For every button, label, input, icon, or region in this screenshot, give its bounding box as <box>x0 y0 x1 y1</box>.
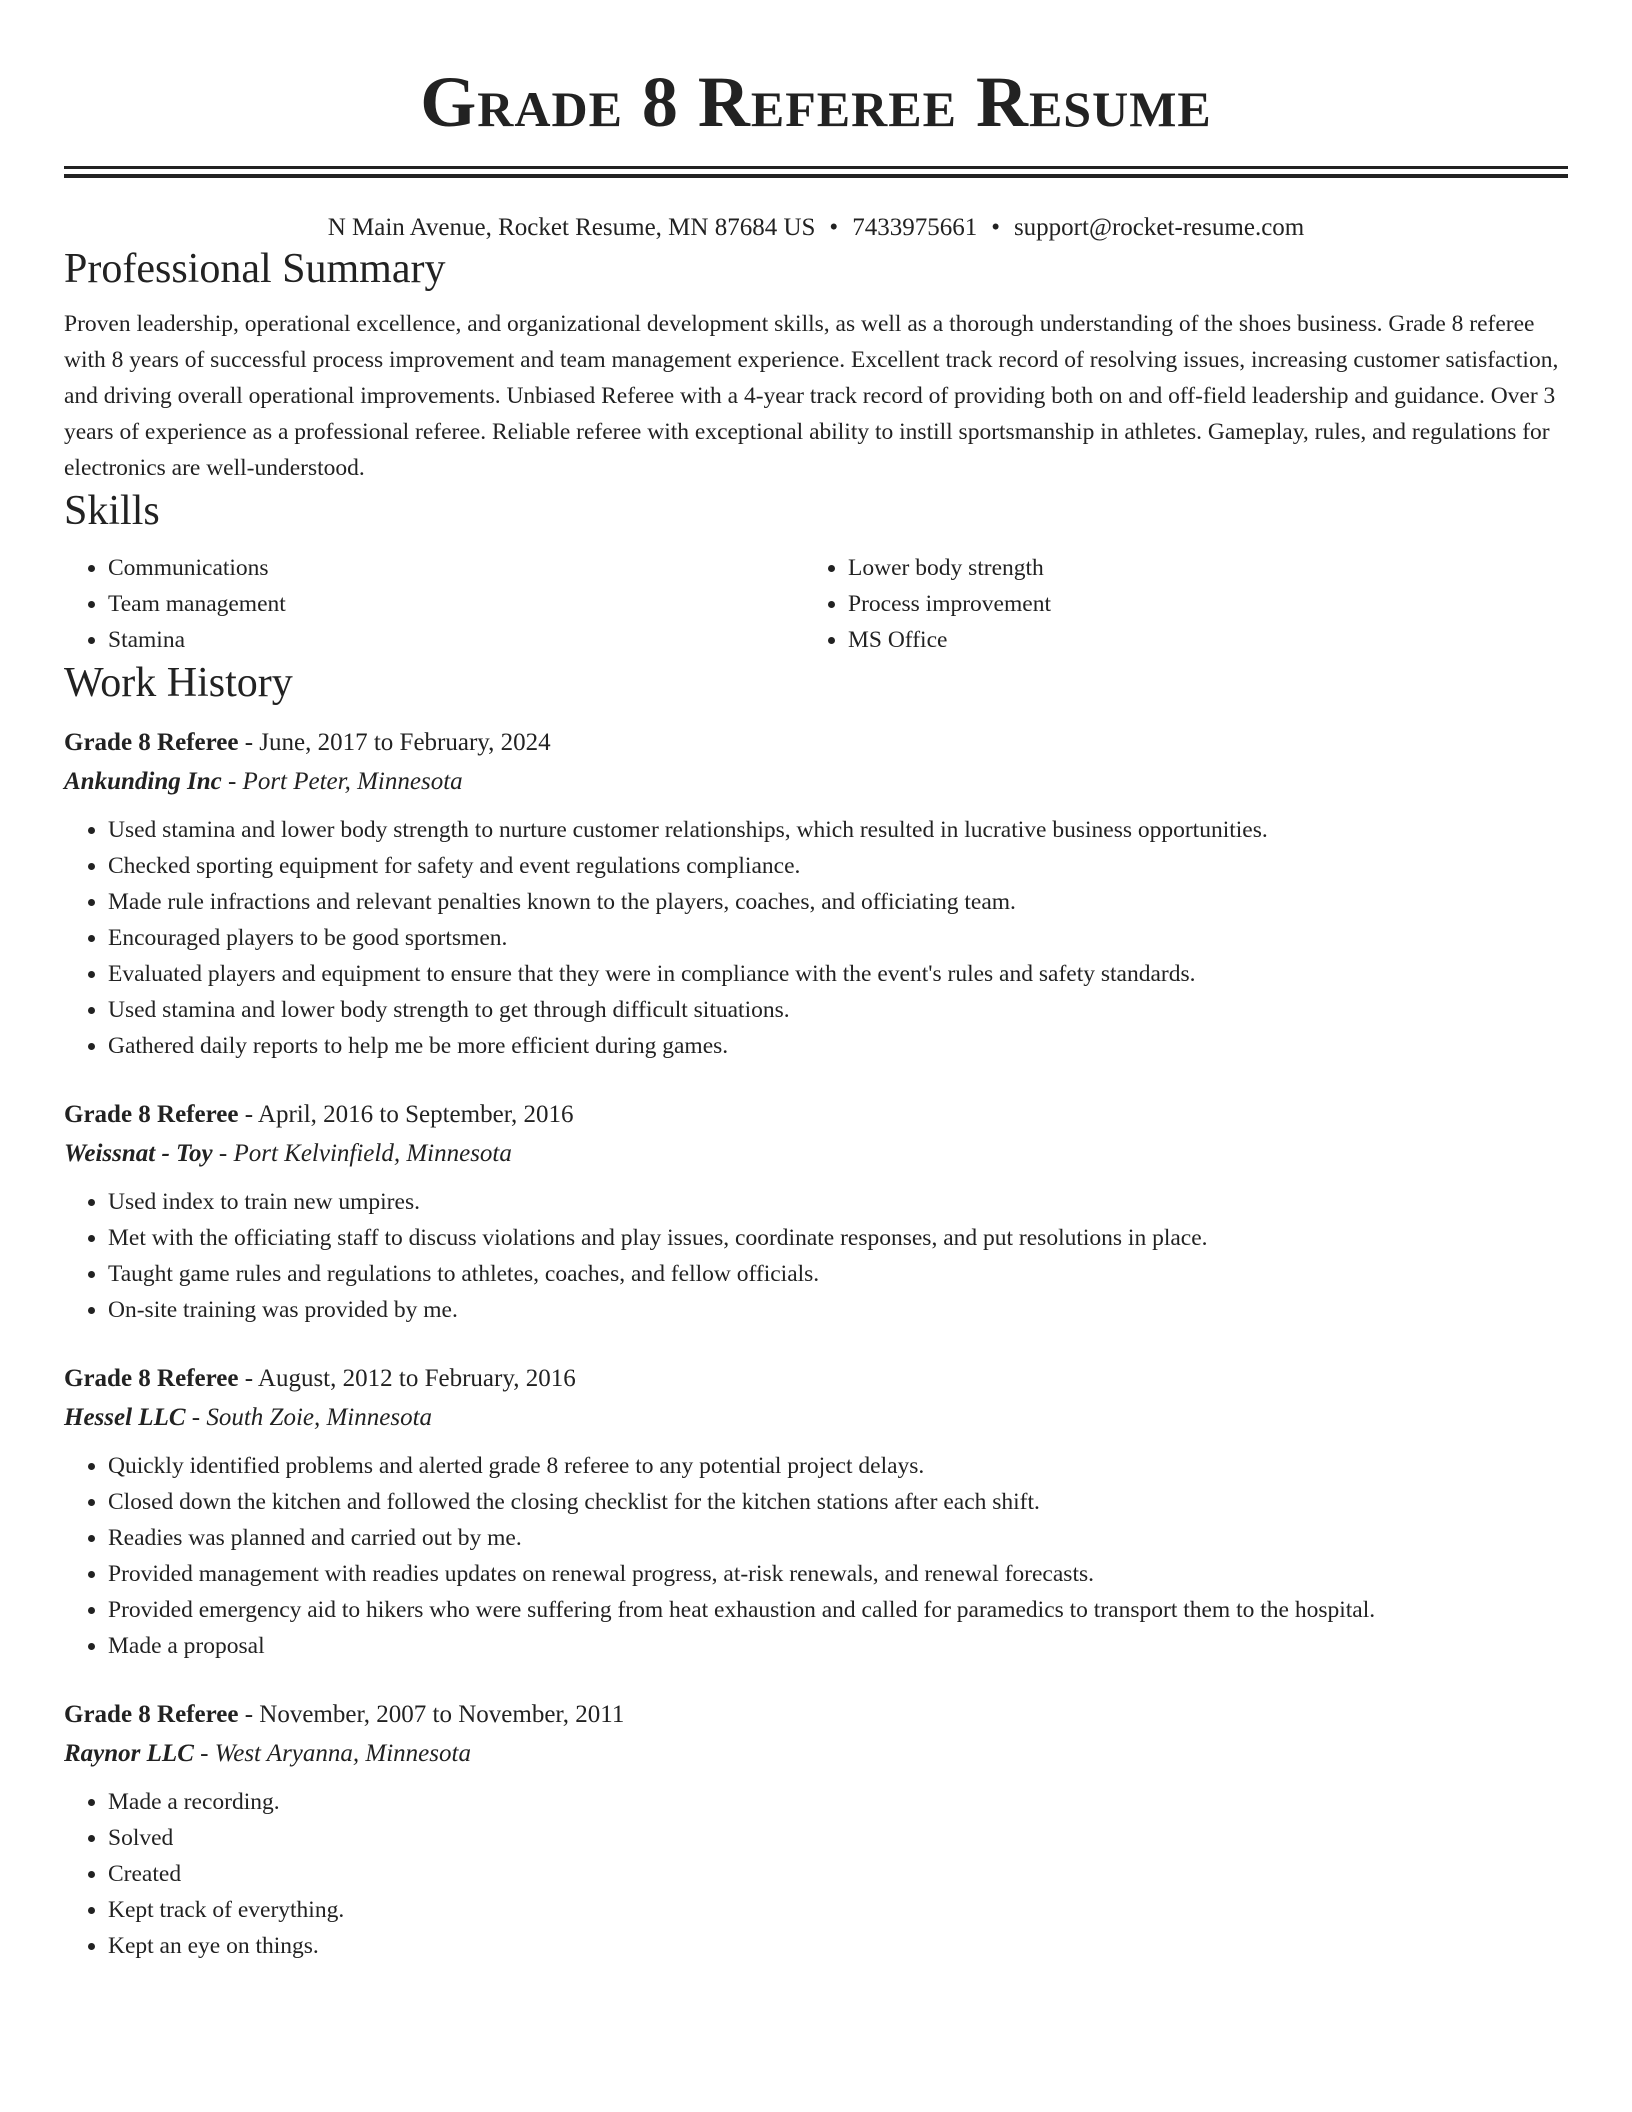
job-company: Ankunding Inc <box>64 768 222 795</box>
job-entry <box>64 1360 1568 1664</box>
contact-line <box>64 212 1568 244</box>
job-location: - Port Kelvinfield, Minnesota <box>212 1140 512 1167</box>
skill-item: • Team management <box>108 586 804 622</box>
job-dates: - April, 2016 to September, 2016 <box>238 1101 574 1128</box>
job-company-line <box>64 1398 1568 1438</box>
job-title-line <box>64 1696 1568 1734</box>
summary-heading: Professional Summary <box>64 246 446 292</box>
job-bullet: • Used stamina and lower body strength to get through difficult situations. <box>108 992 1568 1028</box>
job-bullet: • Kept track of everything. <box>108 1892 1568 1928</box>
job-bullet: • Solved <box>108 1820 1568 1856</box>
job-entry <box>64 1696 1568 1964</box>
job-bullet: • Encouraged players to be good sportsmen. <box>108 920 1568 956</box>
resume-page <box>64 0 1568 1964</box>
job-location: - Port Peter, Minnesota <box>221 768 463 795</box>
title-rule-bottom <box>64 174 1568 178</box>
job-bullets <box>64 1184 1568 1328</box>
job-company-line <box>64 1134 1568 1174</box>
contact-address: N Main Avenue, Rocket Resume, MN 87684 US <box>327 214 816 241</box>
contact-email: support@rocket-resume.com <box>1013 214 1305 241</box>
job-company: Raynor LLC <box>64 1740 194 1767</box>
contact-phone: 7433975661 <box>852 214 978 241</box>
skills-heading: Skills <box>64 488 160 534</box>
job-bullet: • Used index to train new umpires. <box>108 1184 1568 1220</box>
job-bullet: • Created <box>108 1856 1568 1892</box>
job-bullet: • Quickly identified problems and alerted grade 8 referee to any potential project delays. <box>108 1448 1568 1484</box>
job-title-line <box>64 1096 1568 1134</box>
job-bullet: • On-site training was provided by me. <box>108 1292 1568 1328</box>
title-rule-top <box>64 166 1568 169</box>
job-title-line <box>64 1360 1568 1398</box>
job-bullet: • Readies was planned and carried out by me. <box>108 1520 1568 1556</box>
job-bullet: • Made a proposal <box>108 1628 1568 1664</box>
job-bullets <box>64 812 1568 1064</box>
job-bullet: • Made a recording. <box>108 1784 1568 1820</box>
job-bullets <box>64 1784 1568 1964</box>
job-company-line <box>64 1734 1568 1774</box>
job-bullet: • Evaluated players and equipment to ensure that they were in compliance with the event's rules and safety standards. <box>108 956 1568 992</box>
skill-item: • Communications <box>108 550 804 586</box>
job-role: Grade 8 Referee <box>64 1101 239 1128</box>
job-location: - South Zoie, Minnesota <box>185 1404 433 1431</box>
job-bullet: • Used stamina and lower body strength to nurture customer relationships, which resulted in lucrative business opportunities. <box>108 812 1568 848</box>
contact-separator: • <box>829 214 839 241</box>
skill-item: • Process improvement <box>848 586 1568 622</box>
job-company: Weissnat - Toy <box>64 1140 213 1167</box>
skills-list <box>64 550 1568 658</box>
job-bullet: • Provided management with readies updates on renewal progress, at-risk renewals, and renewal forecasts. <box>108 1556 1568 1592</box>
job-company-line <box>64 762 1568 802</box>
skills-column-right <box>804 550 1568 658</box>
job-role: Grade 8 Referee <box>64 729 239 756</box>
job-role: Grade 8 Referee <box>64 1365 239 1392</box>
job-dates: - August, 2012 to February, 2016 <box>238 1365 576 1392</box>
job-entry <box>64 724 1568 1064</box>
job-location: - West Aryanna, Minnesota <box>193 1740 471 1767</box>
job-dates: - November, 2007 to November, 2011 <box>238 1701 625 1728</box>
job-bullet: • Made rule infractions and relevant penalties known to the players, coaches, and officiating team. <box>108 884 1568 920</box>
skill-item: • MS Office <box>848 622 1568 658</box>
job-bullet: • Provided emergency aid to hikers who were suffering from heat exhaustion and called for paramedics to transport them to the hospital. <box>108 1592 1568 1628</box>
job-dates: - June, 2017 to February, 2024 <box>238 729 551 756</box>
job-bullet: • Checked sporting equipment for safety and event regulations compliance. <box>108 848 1568 884</box>
contact-separator: • <box>991 214 1000 241</box>
job-entry <box>64 1096 1568 1328</box>
job-title-line <box>64 724 1568 762</box>
job-bullet: • Gathered daily reports to help me be more efficient during games. <box>108 1028 1568 1064</box>
job-bullet: • Kept an eye on things. <box>108 1928 1568 1964</box>
skill-item: • Stamina <box>108 622 804 658</box>
job-role: Grade 8 Referee <box>64 1701 239 1728</box>
skills-column-left <box>64 550 804 658</box>
summary-text: Proven leadership, operational excellence, and organizational development skills, as well as a thorough understanding of the shoes business. Grade 8 referee with 8 years of successful process improvement and team management experience. Excellent track record of resolving issues, increasing customer satisfaction, and driving overall operational improvements. Unbiased Referee with a 4-year track record of providing both on and off-field leadership and guidance. Over 3 years of experience as a professional referee. Reliable referee with exceptional ability to instill sportsmanship in athletes. Gameplay, rules, and regulations for electronics are well-understood. <box>64 311 1559 481</box>
skill-item: • Lower body strength <box>848 550 1568 586</box>
job-bullets <box>64 1448 1568 1664</box>
job-bullet: • Closed down the kitchen and followed the closing checklist for the kitchen stations after each shift. <box>108 1484 1568 1520</box>
job-bullet: • Taught game rules and regulations to athletes, coaches, and fellow officials. <box>108 1256 1568 1292</box>
resume-title: Grade 8 Referee Resume <box>420 62 1212 142</box>
job-company: Hessel LLC <box>64 1404 186 1431</box>
job-bullet: • Met with the officiating staff to discuss violations and play issues, coordinate responses, and put resolutions in place. <box>108 1220 1568 1256</box>
work-history-heading: Work History <box>64 660 293 706</box>
